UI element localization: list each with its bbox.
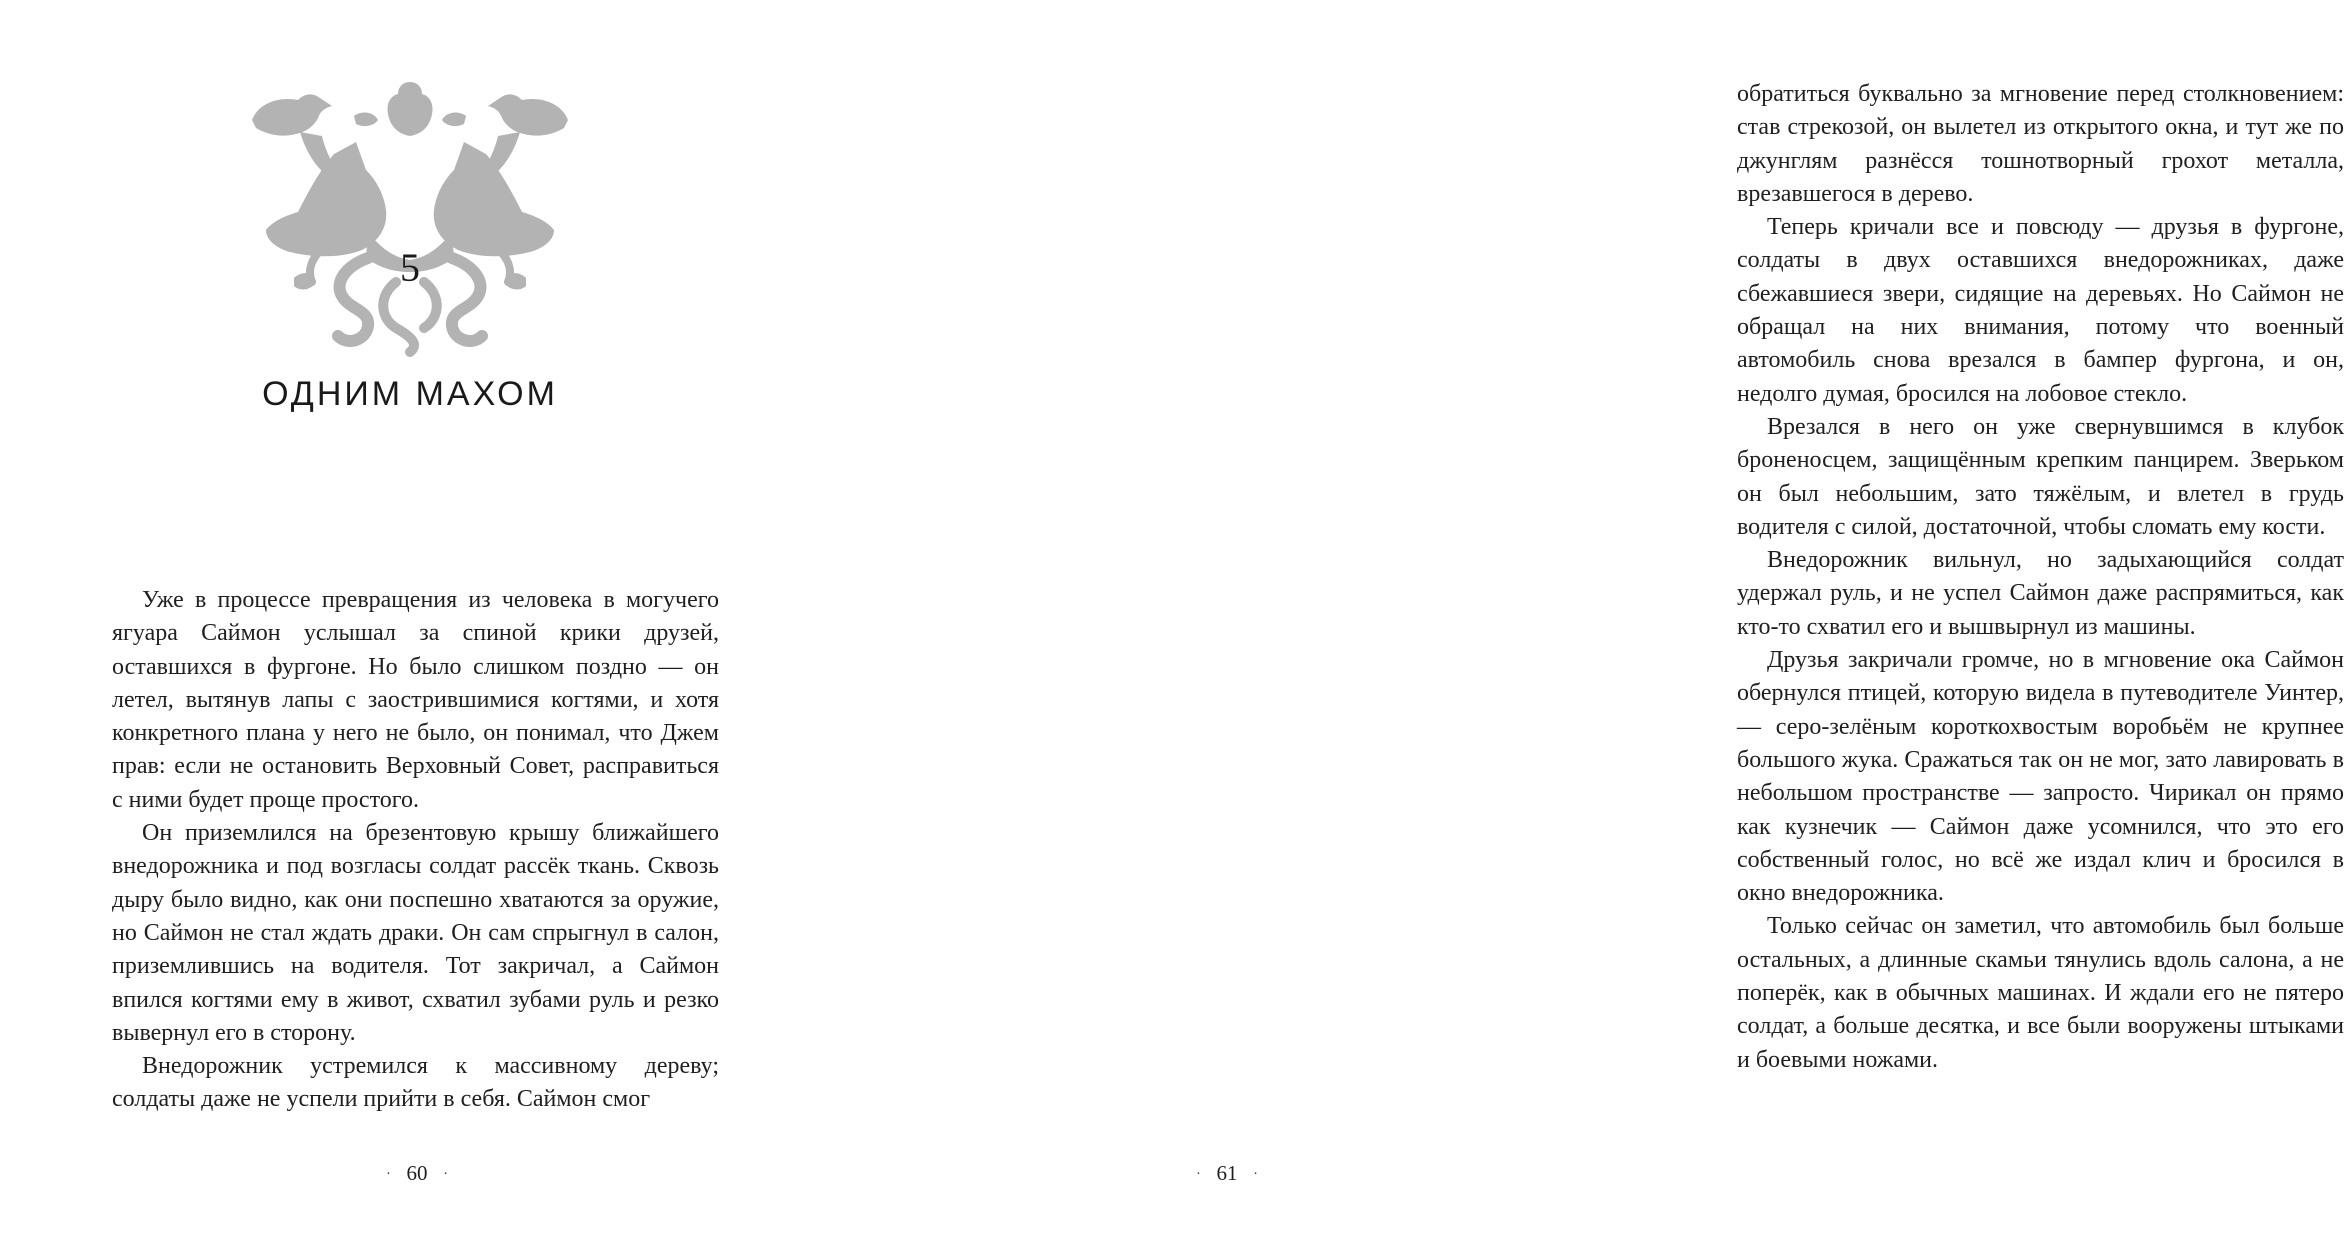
paragraph: Друзья закричали громче, но в мгновение ока Саймон обернулся птицей, которую видела в путеводителе Уинтер, — серо-зелёным короткохвостым воробьём не крупнее большого жука. Сражаться так он не мог, зато лавировать в небольшом пространстве — запросто. Чирикал он прямо как кузнечик — Саймон даже усомнился, что это его собственный голос, но всё же издал клич и бросился в окно внедорожника. — [1737, 647, 2344, 907]
folio-dot: · — [1196, 1167, 1201, 1183]
paragraph: Он приземлился на брезентовую крышу ближайшего внедорожника и под возгласы солдат рассёк ткань. Сквозь дыру было видно, как они поспешно хватаются за оружие, но Саймон не стал ждать драки. Он сам спрыгнул в салон, приземлившись на водителя. Тот закричал, а Саймон впился когтями ему в живот, схватил зубами руль и резко вывернул его в сторону. — [112, 820, 719, 1046]
chapter-title: ОДНИМ МАХОМ — [262, 375, 558, 413]
small-bird-left-icon — [354, 113, 378, 127]
paragraph: Только сейчас он заметил, что автомобиль был больше остальных, а длинные скамьи тянулись вдоль салона, а не поперёк, как в обычных машинах. И ждали его не пятеро солдат, а больше десятка, и все были вооружены штыками и боевыми ножами. — [1737, 913, 2344, 1073]
paragraph: Уже в процессе превращения из человека в могучего ягуара Саймон услышал за спиной крики друзей, оставшихся в фургоне. Но было слишком поздно — он летел, вытянув лапы с заострившимися когтями, и хотя конкретного плана у него не было, он понимал, что Джем прав: если не остановить Верховный Совет, расправиться с ними будет проще простого. — [112, 587, 719, 813]
eagle-left-icon — [252, 94, 332, 135]
left-page-body — [112, 584, 719, 1117]
paragraph: обратиться буквально за мгновение перед столкновением: став стрекозой, он вылетел из открытого окна, и тут же по джунглям разнёсся тошнотворный грохот металла, врезавшегося в дерево. — [1737, 81, 2344, 207]
chapter-emblem-icon — [250, 82, 570, 352]
right-page-body — [1737, 78, 2344, 1077]
paragraph: Внедорожник вильнул, но задыхающийся солдат удержал руль, и не успел Саймон даже распрямиться, как кто-то схватил его и вышвырнул из машины. — [1737, 547, 2344, 640]
page-number-value: 61 — [1216, 1161, 1238, 1185]
left-page — [0, 0, 815, 1252]
page-number-value: 60 — [406, 1161, 428, 1185]
chapter-number: 5 — [400, 245, 420, 290]
page-number-left — [317, 1160, 517, 1188]
page-number-right — [1127, 1160, 1327, 1188]
eagle-right-icon — [488, 94, 568, 135]
paragraph: Внедорожник устремился к массивному дереву; солдаты даже не успели прийти в себя. Саймон смог — [112, 1053, 719, 1113]
paragraph: Врезался в него он уже свернувшимся в клубок броненосцем, защищённым крепким панцирем. Зверьком он был небольшим, зато тяжёлым, и влетел в грудь водителя с силой, достаточной, чтобы сломать ему кости. — [1737, 413, 2344, 540]
scarab-icon — [387, 82, 432, 136]
folio-dot: · — [1253, 1167, 1258, 1183]
small-bird-right-icon — [442, 113, 466, 127]
right-page — [815, 0, 2344, 1252]
folio-dot: · — [443, 1167, 448, 1183]
paragraph: Теперь кричали все и повсюду — друзья в фургоне, солдаты в двух оставшихся внедорожниках, даже сбежавшиеся звери, сидящие на деревьях. Но Саймон не обращал на них внимания, потому что военный автомобиль снова врезался в бампер фургона, и он, недолго думая, бросился на лобовое стекло. — [1737, 214, 2344, 407]
folio-dot: · — [386, 1167, 391, 1183]
